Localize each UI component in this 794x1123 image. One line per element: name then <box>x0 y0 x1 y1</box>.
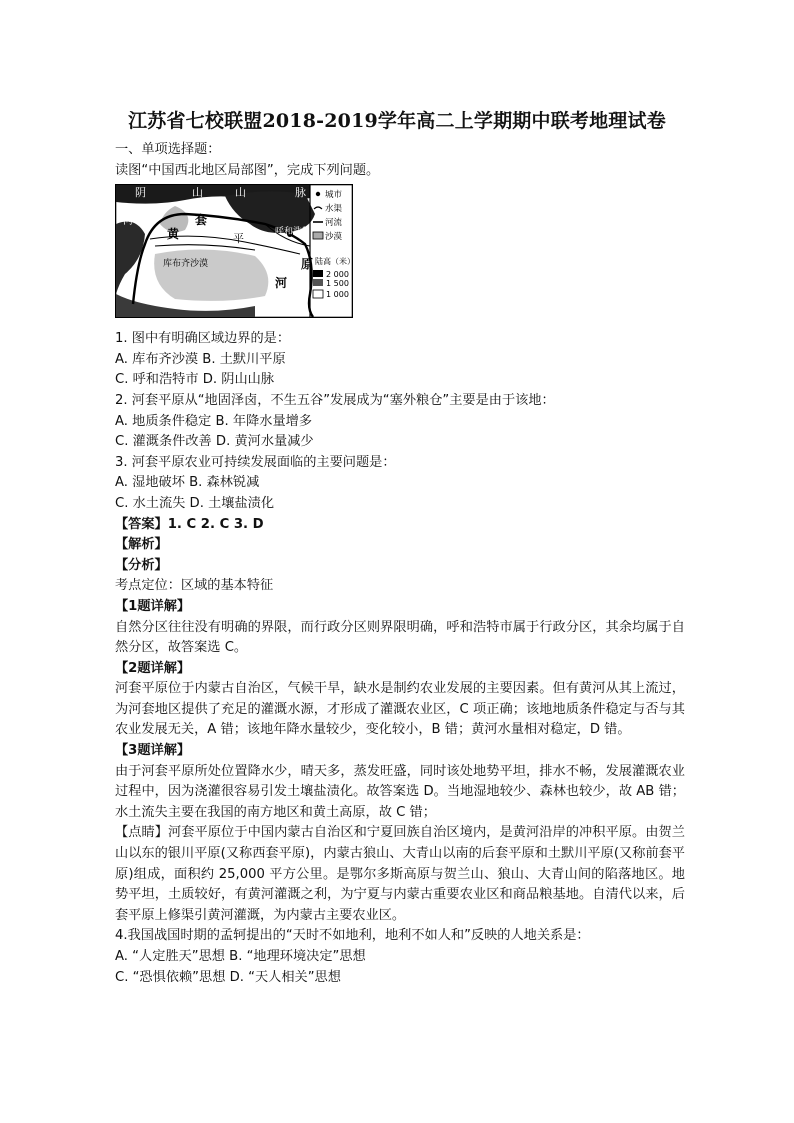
legend-elev-2000-swatch <box>313 270 323 277</box>
legend-desert-icon <box>313 232 323 239</box>
dianjing-text: 【点睛】河套平原位于中国内蒙古自治区和宁夏回族自治区境内，是黄河沿岸的冲积平原。由贺兰山以东的银川平原(又称西套平原)，内蒙古狼山、大青山以南的后套平原和土默川平原(又称前套平原)组成，面积约 25,000 平方公里。是鄂尔多斯高原与贺兰山、狼山、大青山间的陷落地区。地势平坦，土质较好，有黄河灌溉之利，为宁夏与内蒙古重要农业区和商品粮基地。自清代以来，后套平原上修渠引黄河灌溉，为内蒙古主要农业区。 <box>115 825 685 923</box>
legend-elev-1500-swatch <box>313 279 323 286</box>
q3-stem: 3. 河套平原农业可持续发展面临的主要问题是： <box>115 454 396 470</box>
map-label-shan-2: 山 <box>235 186 246 200</box>
q3-options-ab: A. 湿地破坏 B. 森林锐减 <box>115 475 260 491</box>
map-label-hohhot: 呼和浩特 <box>275 227 312 238</box>
map-intro: 读图“中国西北地区局部图”，完成下列问题。 <box>115 162 380 178</box>
map-label-yin: 阴 <box>135 186 146 200</box>
map-label-he: 河 <box>275 276 288 291</box>
q1-options-cd: C. 呼和浩特市 D. 阴山山脉 <box>115 372 275 388</box>
answer-line: 【答案】1. C 2. C 3. D <box>115 516 264 532</box>
map-label-river: 河 <box>123 216 133 228</box>
jiexi-heading: 【解析】 <box>115 537 168 553</box>
map-label-huang: 黄 <box>167 227 180 242</box>
legend-river: 河流 <box>325 218 343 229</box>
legend-desert: 沙漠 <box>325 232 343 243</box>
legend-elev-1000-swatch <box>313 290 323 298</box>
legend-elev-1000: 1 000 <box>326 290 349 300</box>
map-label-mai: 脉 <box>295 186 306 200</box>
q1-options-ab: A. 库布齐沙漠 B. 土默川平原 <box>115 351 286 367</box>
kubuqi-desert-shape <box>154 250 268 301</box>
q2-options-cd: C. 灌溉条件改善 D. 黄河水量减少 <box>115 434 314 450</box>
q1-explain-heading: 【1题详解】 <box>115 598 191 614</box>
q4-options-ab: A. “人定胜天”思想 B. “地理环境决定”思想 <box>115 949 366 964</box>
section-heading: 一、单项选择题： <box>115 142 221 157</box>
legend-city: 城市 <box>325 190 343 201</box>
legend-city-icon <box>316 192 320 196</box>
map-label-kubuqi: 库布齐沙漠 <box>163 259 209 270</box>
legend-elevation-title: 陆高（米） <box>315 257 353 267</box>
q2-explain-text: 河套平原位于内蒙古自治区，气候干旱，缺水是制约农业发展的主要因素。但有黄河从其上流过，为河套地区提供了充足的灌溉水源，才形成了灌溉农业区，C 项正确；该地地质条件稳定与否与其农业发展无关，A 错；该地年降水量较少，变化较小，B 错；黄河水量相对稳定，D 错。 <box>115 681 685 738</box>
q4-options-cd: C. “恐惧依赖”思想 D. “天人相关”思想 <box>115 969 341 985</box>
q2-stem: 2. 河套平原从“地固泽卤，不生五谷”发展成为“塞外粮仓”主要是由于该地： <box>115 392 555 408</box>
map-label-tao: 套 <box>195 213 208 228</box>
q1-explain-text: 自然分区往往没有明确的界限，而行政分区则界限明确，呼和浩特市属于行政分区，其余均属于自然分区，故答案选 C。 <box>115 619 685 656</box>
kaodian-line: 考点定位：区域的基本特征 <box>115 578 274 594</box>
legend-elev-2000: 2 000 <box>326 270 349 280</box>
legend-elev-1500: 1 500 <box>326 279 349 289</box>
q3-options-cd: C. 水土流失 D. 土壤盐渍化 <box>115 495 275 511</box>
map-label-yuan: 原 <box>301 257 314 272</box>
northwest-china-map <box>115 184 353 318</box>
map-label-ping: 平 <box>233 232 244 246</box>
legend-reservoir: 水渠 <box>325 204 343 215</box>
exam-content <box>115 140 685 988</box>
q3-explain-text: 由于河套平原所处位置降水少，晴天多，蒸发旺盛，同时该处地势平坦，排水不畅，发展灌溉农业过程中，因为浇灌很容易引发土壤盐渍化。故答案选 D。当地湿地较少、森林也较少，故 AB 错；水土流失主要在我国的南方地区和黄土高原，故 C 错； <box>115 763 685 820</box>
fenxi-heading: 【分析】 <box>115 557 168 573</box>
page-title: 江苏省七校联盟2018-2019学年高二上学期期中联考地理试卷 <box>128 110 666 132</box>
q2-explain-heading: 【2题详解】 <box>115 660 191 676</box>
q3-explain-heading: 【3题详解】 <box>115 743 191 759</box>
q4-stem: 4.我国战国时期的孟轲提出的“天时不如地利，地利不如人和”反映的人地关系是： <box>115 928 590 944</box>
map-label-shan-1: 山 <box>192 186 203 200</box>
q2-options-ab: A. 地质条件稳定 B. 年降水量增多 <box>115 413 313 429</box>
q1-stem: 1. 图中有明确区域边界的是： <box>115 331 291 347</box>
